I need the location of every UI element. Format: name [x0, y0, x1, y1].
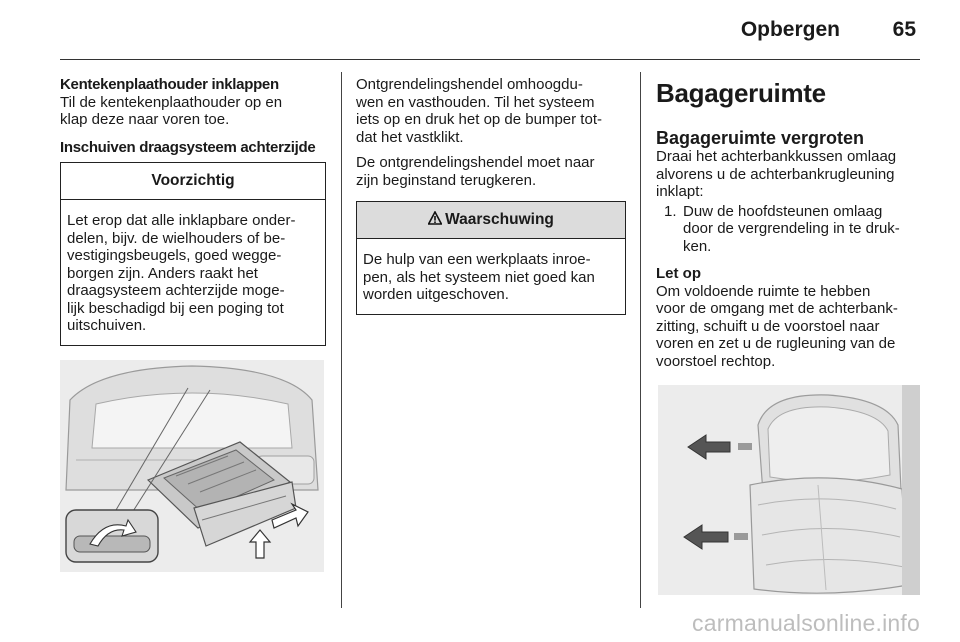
- rear-seat-illustration: [658, 385, 920, 595]
- text-line: uitschuiven.: [67, 317, 147, 334]
- paragraph-release-lever: [356, 76, 626, 146]
- text-line: Duw de hoofdsteunen omlaag: [683, 202, 883, 220]
- warning-box: [356, 201, 626, 315]
- text-line: Ontgrendelingshendel omhoogdu-: [356, 76, 583, 93]
- list-item: [656, 203, 924, 256]
- text-line: Draai het achterbankkussen omlaag: [656, 148, 897, 165]
- text-line: Til de kentekenplaathouder op en: [60, 93, 283, 111]
- text-line: door de vergrendeling in te druk-: [683, 220, 900, 237]
- text-line: delen, bijv. de wielhouders of be-: [67, 229, 286, 247]
- rear-seat-illustration-drawing: [658, 385, 920, 595]
- warning-title: Waarschuwing: [445, 211, 554, 229]
- carrier-illustration: [60, 360, 324, 572]
- text-line: pen, als het systeem niet goed kan: [363, 268, 595, 286]
- text-line: De hulp van een werkplaats inroe-: [363, 251, 591, 268]
- caution-title: Voorzichtig: [61, 163, 325, 200]
- text-line: alvorens u de achterbankrugleuning: [656, 165, 895, 183]
- text-line: Om voldoende ruimte te hebben: [656, 282, 871, 300]
- watermark: carmanualsonline.info: [692, 610, 920, 636]
- text-line: voor de omgang met de achterbank-: [656, 300, 898, 317]
- page-number: 65: [892, 18, 916, 41]
- header-divider: [60, 59, 920, 60]
- section-heading-license-plate: Kentekenplaathouder inklappen: [60, 76, 279, 93]
- text-line: voorstoel rechtop.: [656, 352, 776, 370]
- section-title-luggage: Bagageruimte: [656, 78, 826, 108]
- text-line: dat het vastklikt.: [356, 128, 464, 146]
- column-divider-left: [341, 72, 342, 608]
- text-line: Let erop dat alle inklapbare onder-: [67, 212, 296, 229]
- paragraph-lever-return: [356, 154, 626, 189]
- text-line: zitting, schuift u de voorstoel naar: [656, 317, 880, 335]
- page-title: Opbergen: [740, 18, 840, 41]
- column-middle: [356, 76, 626, 315]
- list-text: [683, 203, 900, 256]
- column-left: [60, 76, 326, 346]
- section-heading-carrier: Inschuiven draagsysteem achterzijde: [60, 138, 316, 156]
- column-divider-right: [640, 72, 641, 608]
- text-line: borgen zijn. Anders raakt het: [67, 264, 258, 282]
- text-line: iets op en druk het op de bumper tot-: [356, 111, 602, 128]
- text-line: inklapt:: [656, 183, 704, 200]
- list-number: 1.: [664, 202, 677, 220]
- text-line: ken.: [683, 237, 712, 255]
- text-line: vestigingsbeugels, goed wegge-: [67, 247, 282, 264]
- warning-body: [357, 239, 625, 314]
- section-subtitle-enlarge: Bagageruimte vergroten: [656, 128, 865, 148]
- text-line: worden uitgeschoven.: [363, 286, 509, 303]
- column-right: [656, 76, 924, 370]
- paragraph-license-plate: [60, 94, 326, 129]
- page-header: [0, 0, 960, 62]
- text-line: draagsysteem achterzijde moge-: [67, 282, 285, 299]
- note-title: Let op: [656, 265, 701, 282]
- carrier-illustration-drawing: [60, 360, 324, 572]
- text-line: klap deze naar voren toe.: [60, 111, 230, 128]
- caution-body: [61, 200, 325, 345]
- warning-triangle-icon: [428, 211, 442, 230]
- warning-header: [357, 202, 625, 239]
- text-line: zijn beginstand terugkeren.: [356, 171, 537, 189]
- paragraph-intro: [656, 148, 924, 201]
- note-body: [656, 283, 924, 371]
- text-line: De ontgrendelingshendel moet naar: [356, 154, 595, 171]
- text-line: voren en zet u de rugleuning van de: [656, 335, 896, 352]
- text-line: wen en vasthouden. Til het systeem: [356, 93, 595, 111]
- text-line: lijk beschadigd bij een poging tot: [67, 299, 284, 317]
- caution-box: [60, 162, 326, 346]
